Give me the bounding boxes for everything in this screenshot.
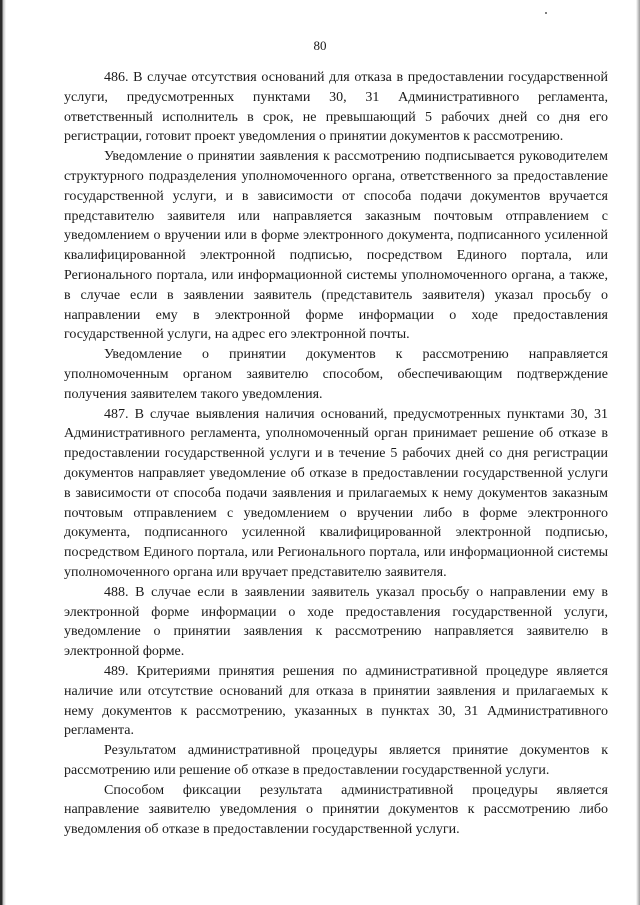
scan-edge-left bbox=[0, 0, 6, 905]
paragraph-notice-delivery: Уведомление о принятии документов к рассмотрению направляется уполномоченным органом заявителю способом, обеспечивающим подтверждение получения заявителем такого уведомления. bbox=[64, 347, 608, 402]
paragraph-489: 489. Критериями принятия решения по административной процедуре является наличие или отсутствие оснований для отказа в принятии заявления и прилагаемых к нему документов к рассмотрению, указанных в пунктах 30, 31 Административного регламента. bbox=[64, 663, 608, 739]
paragraph-notice-signing: Уведомление о принятии заявления к рассмотрению подписывается руководителем структурного подразделения уполномоченного органа, ответственного за предоставление государственной услуги, и в зависимости от способа подачи документов вручается представителю заявителя или направляется заказным почтовым отправлением с уведомлением о вручении или в форме электронного документа, подписанного усиленной квалифицированной электронной подписью, посредством Единого портала, или Регионального портала, или информационной системы уполномоченного органа, а также, в случае если в заявлении заявитель (представитель заявителя) указал просьбу о направлении ему в электронной форме информации о ходе предоставления государственной услуги, на адрес его электронной почты. bbox=[64, 149, 608, 343]
page-number: 80 bbox=[313, 38, 327, 53]
scan-speck bbox=[545, 12, 547, 14]
paragraph-487: 487. В случае выявления наличия оснований, предусмотренных пунктами 30, 31 Административного регламента, уполномоченный орган принимает решение об отказе в предоставлении государственной услуги и в течение 5 рабочих дней со дня регистрации документов направляет уведомление об отказе в предоставлении государственной услуги в зависимости от способа подачи заявления и прилагаемых к нему документов заказным почтовым отправлением с уведомлением о вручении либо в форме электронного документа, подписанного усиленной квалифицированной электронной подписью, посредством Единого портала, или Регионального портала, или информационной системы уполномоченного органа или вручает представителю заявителя. bbox=[64, 406, 608, 580]
paragraph-fixation: Способом фиксации результата административной процедуры является направление заявителю уведомления о принятии документов к рассмотрению либо уведомления об отказе в предоставлении государственной услуги. bbox=[64, 782, 608, 838]
paragraph-result: Результатом административной процедуры является принятие документов к рассмотрению или решение об отказе в предоставлении государственной услуги. bbox=[64, 743, 608, 778]
paragraph-486: 486. В случае отсутствия оснований для отказа в предоставлении государственной услуги, предусмотренных пунктами 30, 31 Административного регламента, ответственный исполнитель в срок, не превышающий 5 рабочих дней со дня его регистрации, готовит проект уведомления о принятии документов к рассмотрению. bbox=[64, 70, 608, 145]
scan-edge-right bbox=[636, 0, 640, 905]
document-body bbox=[64, 68, 608, 840]
paragraph-488: 488. В случае если в заявлении заявитель указал просьбу о направлении ему в электронной форме информации о ходе предоставления государственной услуги, уведомление о принятии заявления к рассмотрению направляется заявителю в электронной форме. bbox=[64, 584, 608, 660]
